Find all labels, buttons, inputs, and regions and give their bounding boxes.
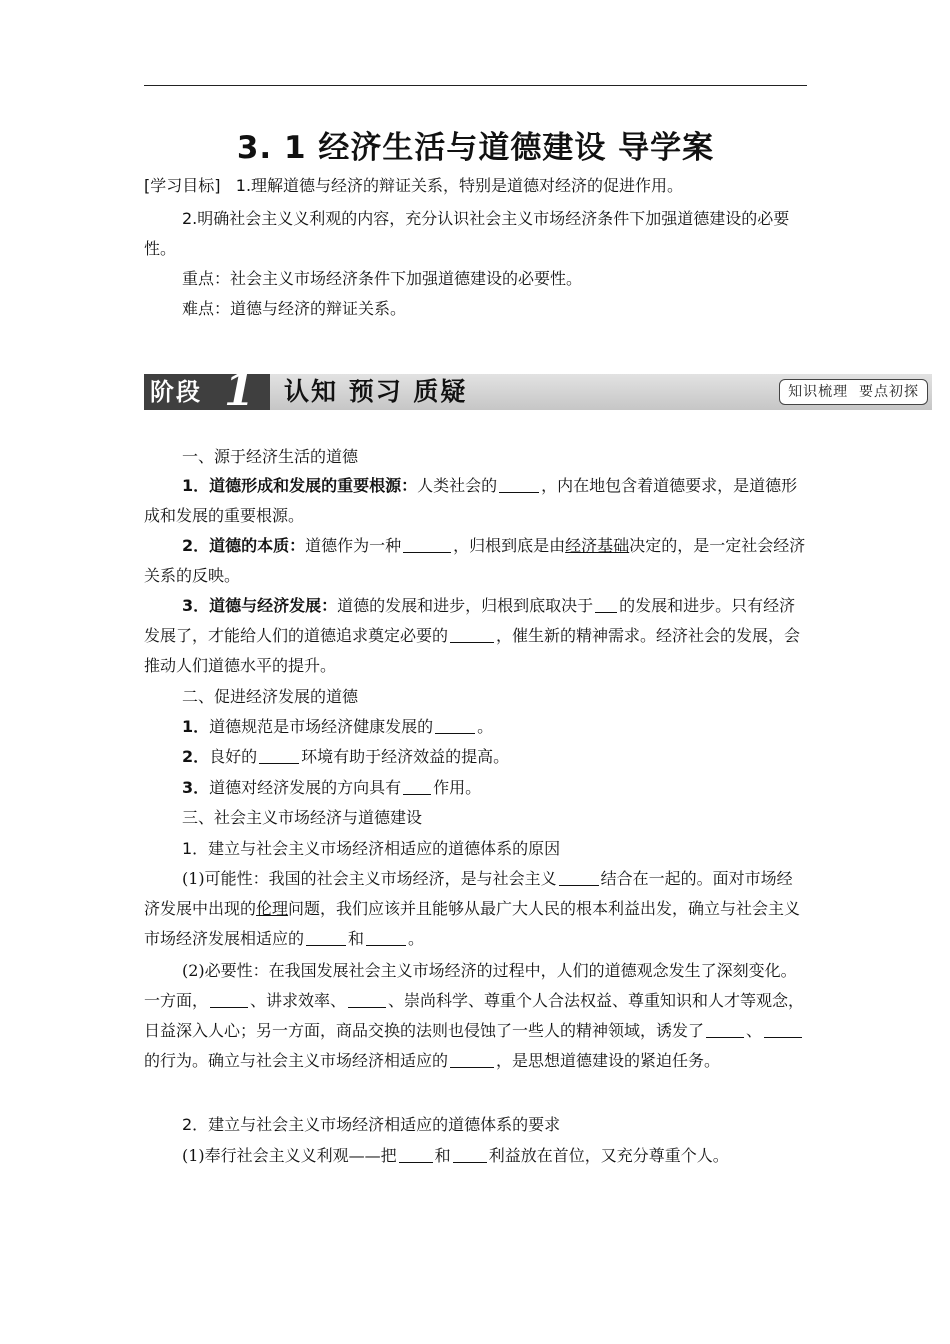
- fill-blank[interactable]: [210, 991, 248, 1008]
- s3-possibility: (1)可能性：我国的社会主义市场经济，是与社会主义 结合在一起的。面对市场经济发展中出现的伦理问题，我们应该并且能够从最广大人民的根本利益出发，确立与社会主义市场经济发展相适应的 和 。: [144, 869, 801, 948]
- stage-number: 1: [224, 365, 255, 416]
- stage-title: 认知 预习 质疑: [284, 377, 468, 406]
- objectives-label: [学习目标]: [144, 176, 221, 195]
- fill-blank[interactable]: [450, 626, 494, 643]
- fill-blank[interactable]: [706, 1021, 744, 1038]
- s1-paragraph-3: 3．道德与经济发展：道德的发展和进步，归根到底取决于 的发展和进步。只有经济发展了，才能给人们的道德追求奠定必要的 ，催生新的精神需求。经济社会的发展，会推动人们道德水平的提升。: [144, 596, 801, 675]
- fill-blank[interactable]: [595, 596, 617, 613]
- difficulty: 难点：道德与经济的辩证关系。: [182, 299, 407, 318]
- header-rule: [144, 85, 807, 86]
- s1-paragraph-2: 2．道德的本质：道德作为一种 ，归根到底是由经济基础决定的，是一定社会经济关系的反映。: [144, 536, 806, 585]
- stage-tag: 知识梳理 要点初探: [779, 379, 928, 405]
- s3-subheading-2: 2．建立与社会主义市场经济相适应的道德体系的要求: [182, 1115, 561, 1134]
- s2-item-1: 1．道德规范是市场经济健康发展的 。: [182, 717, 494, 736]
- key-point: 重点：社会主义市场经济条件下加强道德建设的必要性。: [182, 269, 583, 288]
- fill-blank[interactable]: [259, 747, 299, 764]
- page-title: 3. 1 经济生活与道德建设 导学案: [236, 130, 715, 166]
- section-3-heading: 三、社会主义市场经济与道德建设: [182, 808, 423, 827]
- fill-blank[interactable]: [764, 1021, 802, 1038]
- fill-blank[interactable]: [348, 991, 386, 1008]
- objective-1: [学习目标] 1.理解道德与经济的辩证关系，特别是道德对经济的促进作用。: [144, 176, 684, 195]
- fill-blank[interactable]: [306, 929, 346, 946]
- s3-subheading-1: 1．建立与社会主义市场经济相适应的道德体系的原因: [182, 839, 561, 858]
- stage-badge: 阶段 1: [144, 374, 270, 410]
- s2-item-2: 2．良好的 环境有助于经济效益的提高。: [182, 747, 510, 766]
- fill-blank[interactable]: [366, 929, 406, 946]
- fill-blank[interactable]: [399, 1146, 433, 1163]
- fill-blank[interactable]: [453, 1146, 487, 1163]
- section-2-heading: 二、促进经济发展的道德: [182, 687, 359, 706]
- s3-requirement-1: (1)奉行社会主义义利观——把 和 利益放在首位，又充分尊重个人。: [182, 1146, 729, 1165]
- stage-banner: [144, 365, 932, 416]
- s3-necessity: (2)必要性：在我国发展社会主义市场经济的过程中，人们的道德观念发生了深刻变化。一方面， 、讲求效率、 、崇尚科学、尊重个人合法权益、尊重知识和人才等观念，日益深入人心；另一方面，商品交换的法则也侵蚀了一些人的精神领域，诱发了 、的行为。确立与社会主义市场经济相适应的 ，是思想道德建设的紧迫任务。: [144, 961, 805, 1070]
- fill-blank[interactable]: [403, 778, 431, 795]
- fill-blank[interactable]: [403, 536, 451, 553]
- section-1-heading: 一、源于经济生活的道德: [182, 447, 359, 466]
- fill-blank[interactable]: [499, 476, 539, 493]
- s1-paragraph-1: 1．道德形成和发展的重要根源：人类社会的 ，内在地包含着道德要求，是道德形成和发展的重要根源。: [144, 476, 798, 525]
- s2-item-3: 3．道德对经济发展的方向具有 作用。: [182, 778, 482, 797]
- fill-blank[interactable]: [450, 1051, 494, 1068]
- objective-2: 2.明确社会主义义利观的内容，充分认识社会主义市场经济条件下加强道德建设的必要性。: [144, 209, 790, 258]
- fill-blank[interactable]: [435, 717, 475, 734]
- fill-blank[interactable]: [559, 869, 599, 886]
